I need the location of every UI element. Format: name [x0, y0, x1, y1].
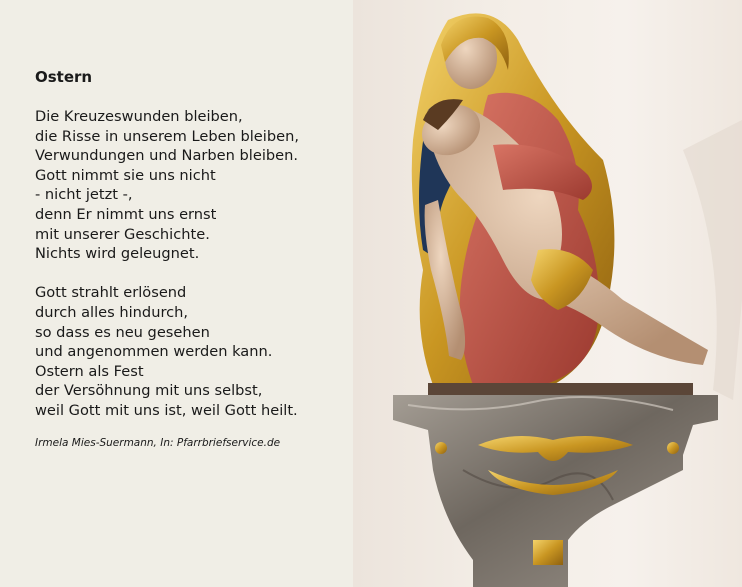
pieta-photo	[353, 0, 742, 587]
poem-line: die Risse in unserem Leben bleiben,	[35, 127, 299, 145]
poem-line: Gott nimmt sie uns nicht	[35, 166, 216, 184]
gold-rosette	[667, 442, 679, 454]
poem-line: Verwundungen und Narben bleiben.	[35, 147, 299, 165]
poem-line: Nichts wird geleugnet.	[35, 245, 200, 263]
pieta-sculpture-image	[353, 0, 742, 587]
poem-line: der Versöhnung mit uns selbst,	[35, 382, 263, 400]
poem-line: denn Er nimmt uns ernst	[35, 205, 217, 223]
text-panel	[0, 0, 353, 587]
poem-line: so dass es neu gesehen	[35, 323, 210, 341]
poem-line: mit unserer Geschichte.	[35, 225, 210, 243]
poem-line: Gott strahlt erlösend	[35, 284, 187, 302]
poem-line: Die Kreuzeswunden bleiben,	[35, 108, 243, 125]
poem-line: - nicht jetzt -,	[35, 186, 133, 204]
attribution: Irmela Mies-Suermann, In: Pfarrbriefservice.de	[35, 437, 281, 449]
poem-title: Ostern	[35, 68, 93, 86]
gold-pendant	[533, 540, 563, 565]
gold-rosette	[435, 442, 447, 454]
poem-line: und angenommen werden kann.	[35, 343, 273, 361]
poem-line: weil Gott mit uns ist, weil Gott heilt.	[35, 401, 298, 419]
poem-line: durch alles hindurch,	[35, 303, 189, 321]
stanza-gap	[35, 264, 353, 284]
poem-body	[35, 107, 353, 421]
plinth	[428, 383, 693, 395]
poem-line: Ostern als Fest	[35, 362, 144, 380]
